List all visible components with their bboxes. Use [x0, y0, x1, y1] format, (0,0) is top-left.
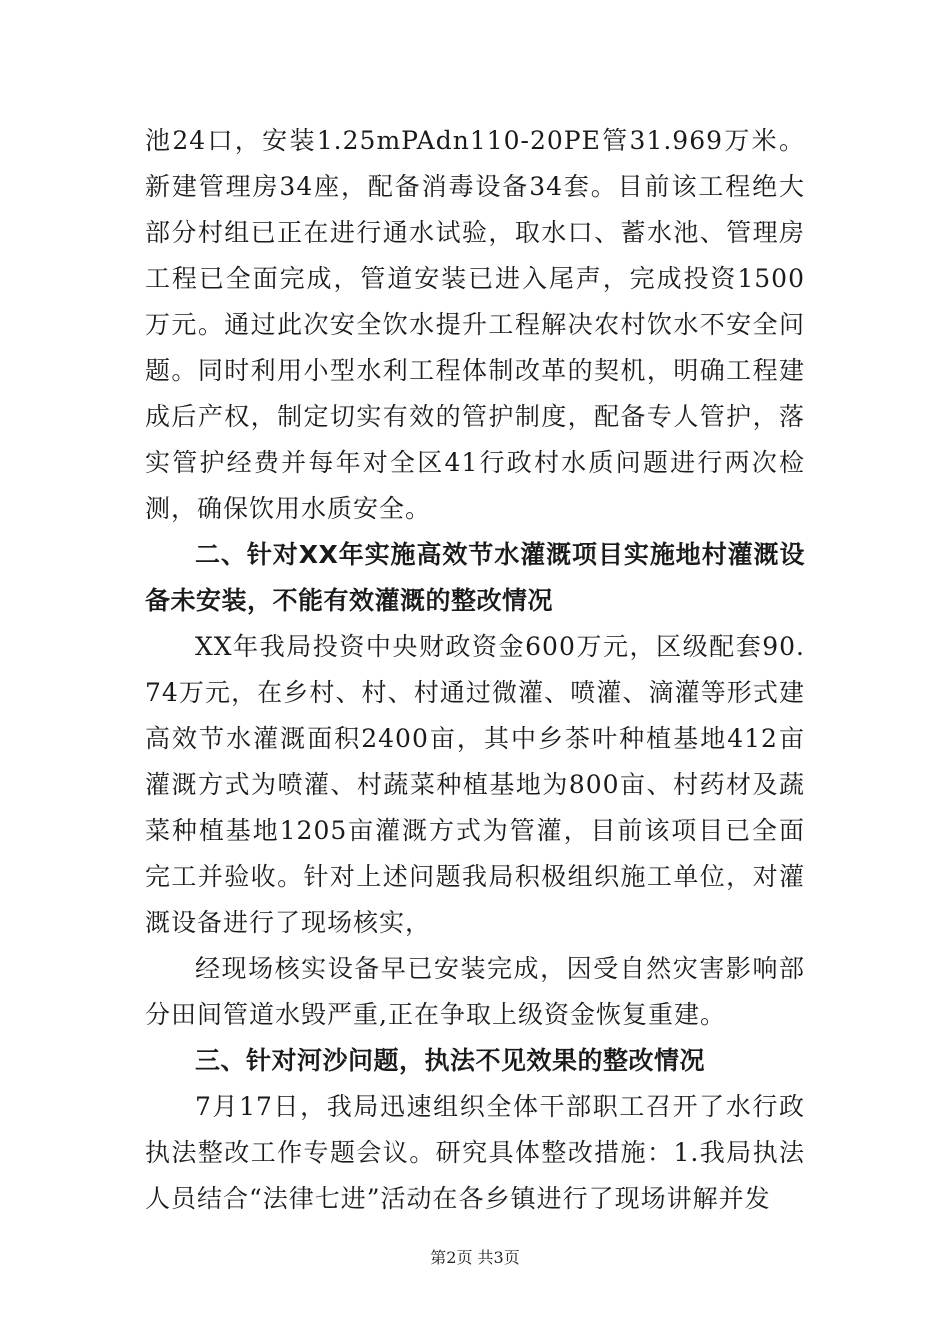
heading-irrigation-rectification: 二、针对XX年实施高效节水灌溉项目实施地村灌溉设备未安装，不能有效灌溉的整改情况 — [145, 540, 805, 615]
document-body — [145, 118, 805, 1222]
paragraph-onsite-verification: 经现场核实设备早已安装完成，因受自然灾害影响部分田间管道水毁严重,正在争取上级资金恢复重建。 — [145, 954, 805, 1029]
paragraph-law-enforcement-meeting: 7月17日，我局迅速组织全体干部职工召开了水行政执法整改工作专题会议。研究具体整改措施：1.我局执法人员结合“法律七进”活动在各乡镇进行了现场讲解并发 — [145, 1092, 805, 1213]
page-number-footer: 第2页 共3页 — [430, 1248, 520, 1267]
paragraph-water-project: 池24口，安装1.25mPAdn110-20PE管31.969万米。新建管理房34座，配备消毒设备34套。目前该工程绝大部分村组已正在进行通水试验，取水口、蓄水池、管理房工程已全面完成，管道安装已进入尾声，完成投资1500万元。通过此次安全饮水提升工程解决农村饮水不安全问题。同时利用小型水利工程体制改革的契机，明确工程建成后产权，制定切实有效的管护制度，配备专人管护，落实管护经费并每年对全区41行政村水质问题进行两次检测，确保饮用水质安全。 — [145, 126, 805, 523]
paragraph-irrigation-investment: XX年我局投资中央财政资金600万元，区级配套90.74万元，在乡村、村、村通过微灌、喷灌、滴灌等形式建高效节水灌溉面积2400亩，其中乡茶叶种植基地412亩灌溉方式为喷灌、村蔬菜种植基地为800亩、村药材及蔬菜种植基地1205亩灌溉方式为管灌，目前该项目已全面完工并验收。针对上述问题我局积极组织施工单位，对灌溉设备进行了现场核实， — [145, 632, 805, 937]
heading-river-sand-rectification: 三、针对河沙问题，执法不见效果的整改情况 — [195, 1046, 706, 1075]
